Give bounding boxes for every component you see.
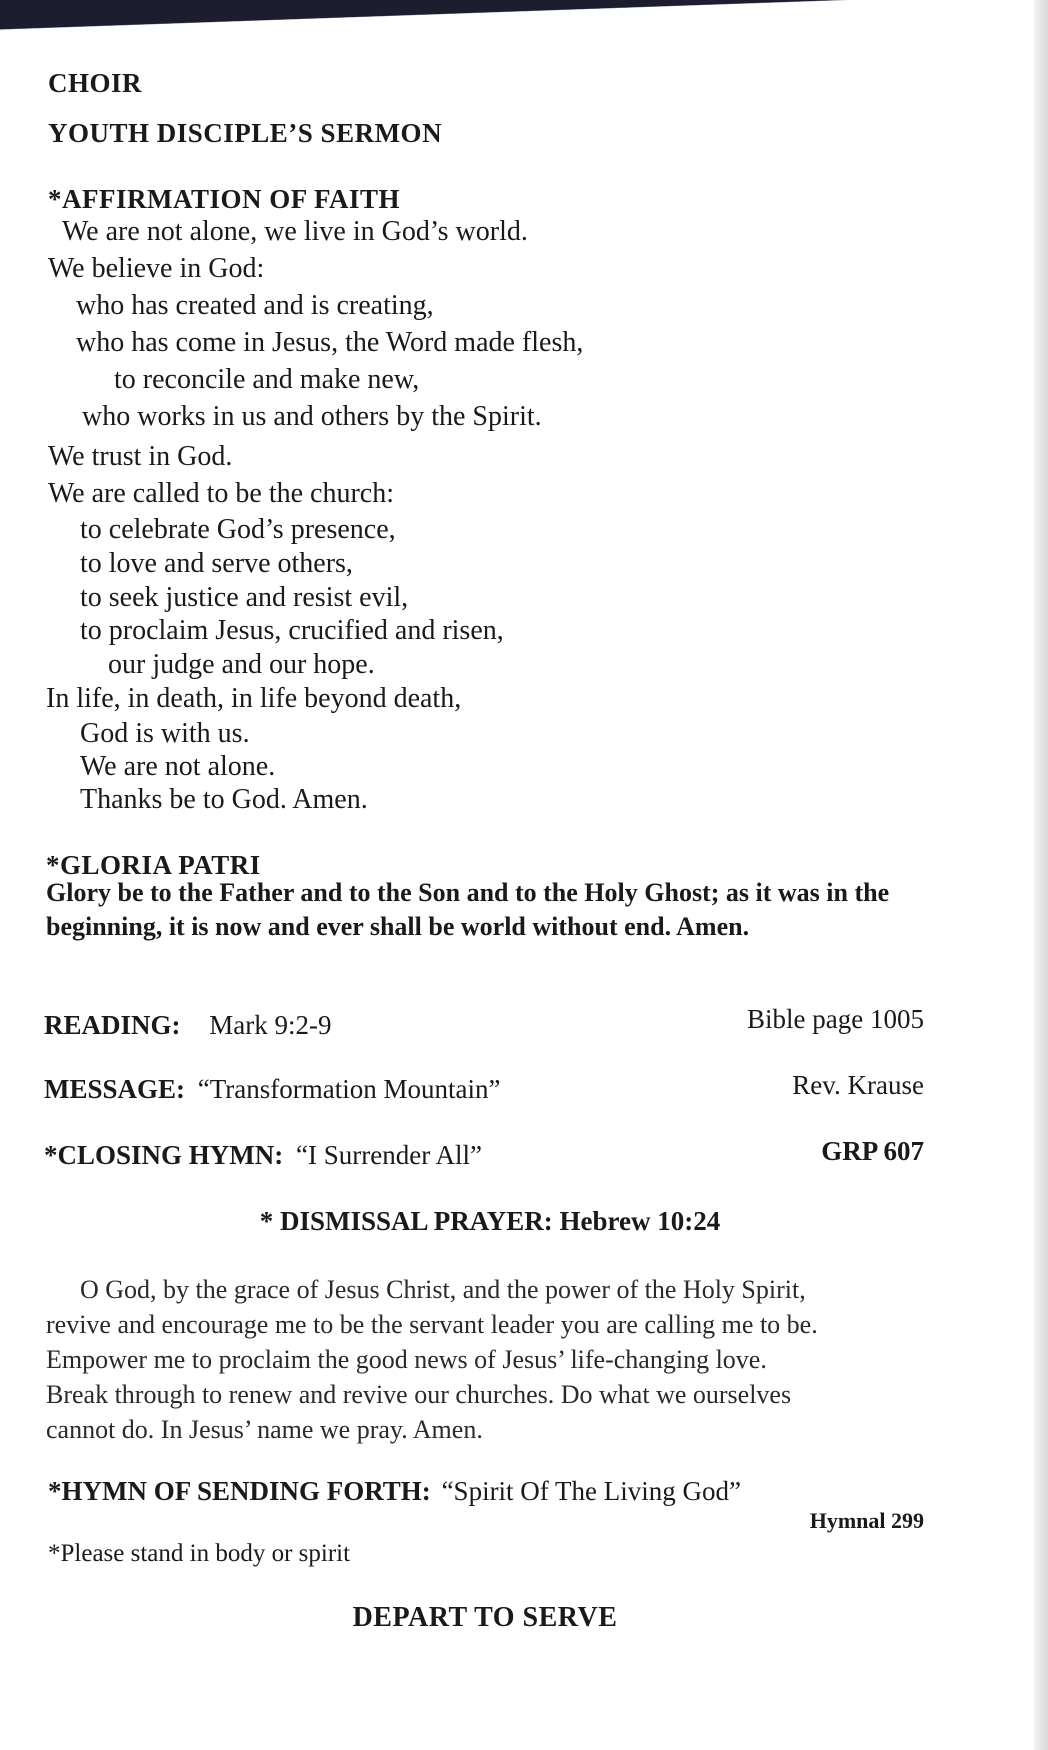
sending-forth-label: *HYMN OF SENDING FORTH: xyxy=(48,1476,431,1506)
reading-value: Mark 9:2-9 xyxy=(209,1010,332,1040)
gloria-text: Glory be to the Father and to the Son and to the Holy Ghost; as it was in the beginning, it is now and ever shall be world without end. Amen. xyxy=(46,878,890,941)
sermon-heading: YOUTH DISCIPLE’S SERMON xyxy=(48,118,443,148)
affirmation-line: Thanks be to God. Amen. xyxy=(80,784,368,815)
reading-page: Bible page 1005 xyxy=(747,1004,924,1034)
prayer-line: revive and encourage me to be the servant leader you are calling me to be. xyxy=(46,1310,818,1339)
prayer-line: Break through to renew and revive our churches. Do what we ourselves xyxy=(46,1380,792,1409)
affirmation-line: We are not alone. xyxy=(80,751,276,782)
affirmation-line: We are not alone, we live in God’s world. xyxy=(62,216,528,247)
affirmation-line: In life, in death, in life beyond death, xyxy=(46,683,462,714)
stand-note: *Please stand in body or spirit xyxy=(48,1540,351,1567)
dismissal-prayer xyxy=(46,1272,926,1447)
affirmation-line: who has come in Jesus, the Word made flesh, xyxy=(76,327,584,358)
depart-heading: DEPART TO SERVE xyxy=(352,1602,618,1633)
gloria-heading: *GLORIA PATRI xyxy=(46,850,261,880)
prayer-line: Empower me to proclaim the good news of Jesus’ life-changing love. xyxy=(46,1345,767,1374)
dismissal-heading: * DISMISSAL PRAYER: Hebrew 10:24 xyxy=(259,1206,721,1236)
message-speaker: Rev. Krause xyxy=(792,1070,924,1100)
affirmation-line: to love and serve others, xyxy=(80,548,353,579)
choir-heading: CHOIR xyxy=(48,68,143,98)
message-row xyxy=(44,1074,501,1105)
affirmation-line: to proclaim Jesus, crucified and risen, xyxy=(80,615,504,646)
affirmation-line: our judge and our hope. xyxy=(108,649,375,680)
affirmation-line: We believe in God: xyxy=(48,253,265,284)
affirmation-heading: *AFFIRMATION OF FAITH xyxy=(48,184,400,214)
affirmation-line: We trust in God. xyxy=(48,441,233,472)
affirmation-line: God is with us. xyxy=(80,718,250,749)
prayer-line: O God, by the grace of Jesus Christ, and the power of the Holy Spirit, xyxy=(80,1275,806,1304)
closing-hymn-row xyxy=(44,1140,482,1171)
reading-label: READING: xyxy=(44,1010,181,1040)
reading-row xyxy=(44,1010,332,1041)
closing-hymn-number: GRP 607 xyxy=(821,1136,924,1166)
sending-forth-row xyxy=(48,1476,741,1507)
sending-forth-title: “Spirit Of The Living God” xyxy=(441,1476,742,1506)
prayer-line: cannot do. In Jesus’ name we pray. Amen. xyxy=(46,1415,483,1444)
message-label: MESSAGE: xyxy=(44,1074,186,1104)
message-title: “Transformation Mountain” xyxy=(197,1074,501,1104)
affirmation-line: to seek justice and resist evil, xyxy=(80,582,409,613)
affirmation-line: to celebrate God’s presence, xyxy=(80,514,396,545)
closing-hymn-label: *CLOSING HYMN: xyxy=(44,1140,284,1170)
affirmation-line: to reconcile and make new, xyxy=(114,364,420,395)
affirmation-line: who works in us and others by the Spirit. xyxy=(82,401,542,432)
sending-forth-hymnal: Hymnal 299 xyxy=(809,1508,924,1533)
affirmation-line: We are called to be the church: xyxy=(48,478,395,509)
affirmation-line: who has created and is creating, xyxy=(76,290,434,321)
closing-hymn-title: “I Surrender All” xyxy=(296,1140,482,1170)
